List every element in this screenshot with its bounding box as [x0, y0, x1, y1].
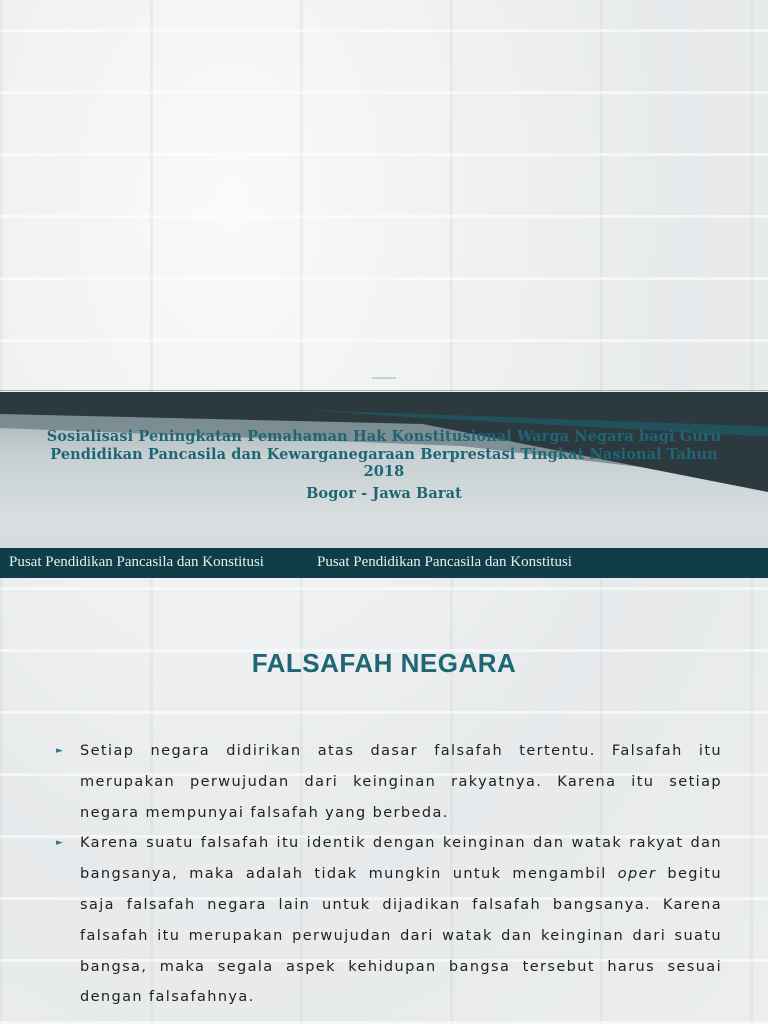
- subtitle-line-3: 2018: [363, 463, 405, 480]
- subtitle-line-2: Pendidikan Pancasila dan Kewarganegaraan Berprestasi Tingkat Nasional Tahun: [50, 445, 718, 463]
- bullet-text-1: Setiap negara didirikan atas dasar falsafah tertentu. Falsafah itu merupakan perwujudan dari keinginan rakyatnya. Karena itu setiap negara mempunyai falsafah yang berbeda.: [80, 743, 722, 821]
- divider-line: [0, 390, 768, 391]
- triangle-bullet-icon: ►: [56, 838, 65, 849]
- subtitle-location: Bogor - Jawa Barat: [306, 484, 462, 502]
- placeholder-mark: [372, 377, 396, 379]
- slide-footer: [0, 548, 768, 578]
- slide-heading: FALSAFAH NEGARA: [251, 648, 517, 678]
- bullet-text-2b: begitu saja falsafah negara lain untuk dijadikan falsafah bangsanya. Karena falsafah itu merupakan perwujudan dari watak dan keinginan dari suatu bangsa, maka segala aspek kehidupan bangsa tersebut harus sesuai dengan falsafahnya.: [80, 866, 722, 1006]
- bullet-text-2a: Karena suatu falsafah itu identik dengan keinginan dan watak rakyat dan bangsanya, maka adalah tidak mungkin untuk mengambil: [80, 835, 722, 883]
- bullet-text-2-italic: oper: [617, 866, 657, 883]
- bullet-item: [56, 736, 722, 828]
- footer-text-right: Pusat Pendidikan Pancasila dan Konstitusi: [317, 554, 572, 570]
- bullet-item: [56, 828, 722, 1013]
- footer-text-left: Pusat Pendidikan Pancasila dan Konstitusi: [9, 554, 264, 570]
- triangle-bullet-icon: ►: [56, 746, 65, 756]
- slide-subtitle: [14, 428, 754, 502]
- subtitle-line-1: Sosialisasi Peningkatan Pemahaman Hak Konstitusional Warga Negara bagi Guru: [46, 428, 722, 445]
- bullet-list: [56, 736, 722, 1013]
- content-slide: [0, 578, 768, 1024]
